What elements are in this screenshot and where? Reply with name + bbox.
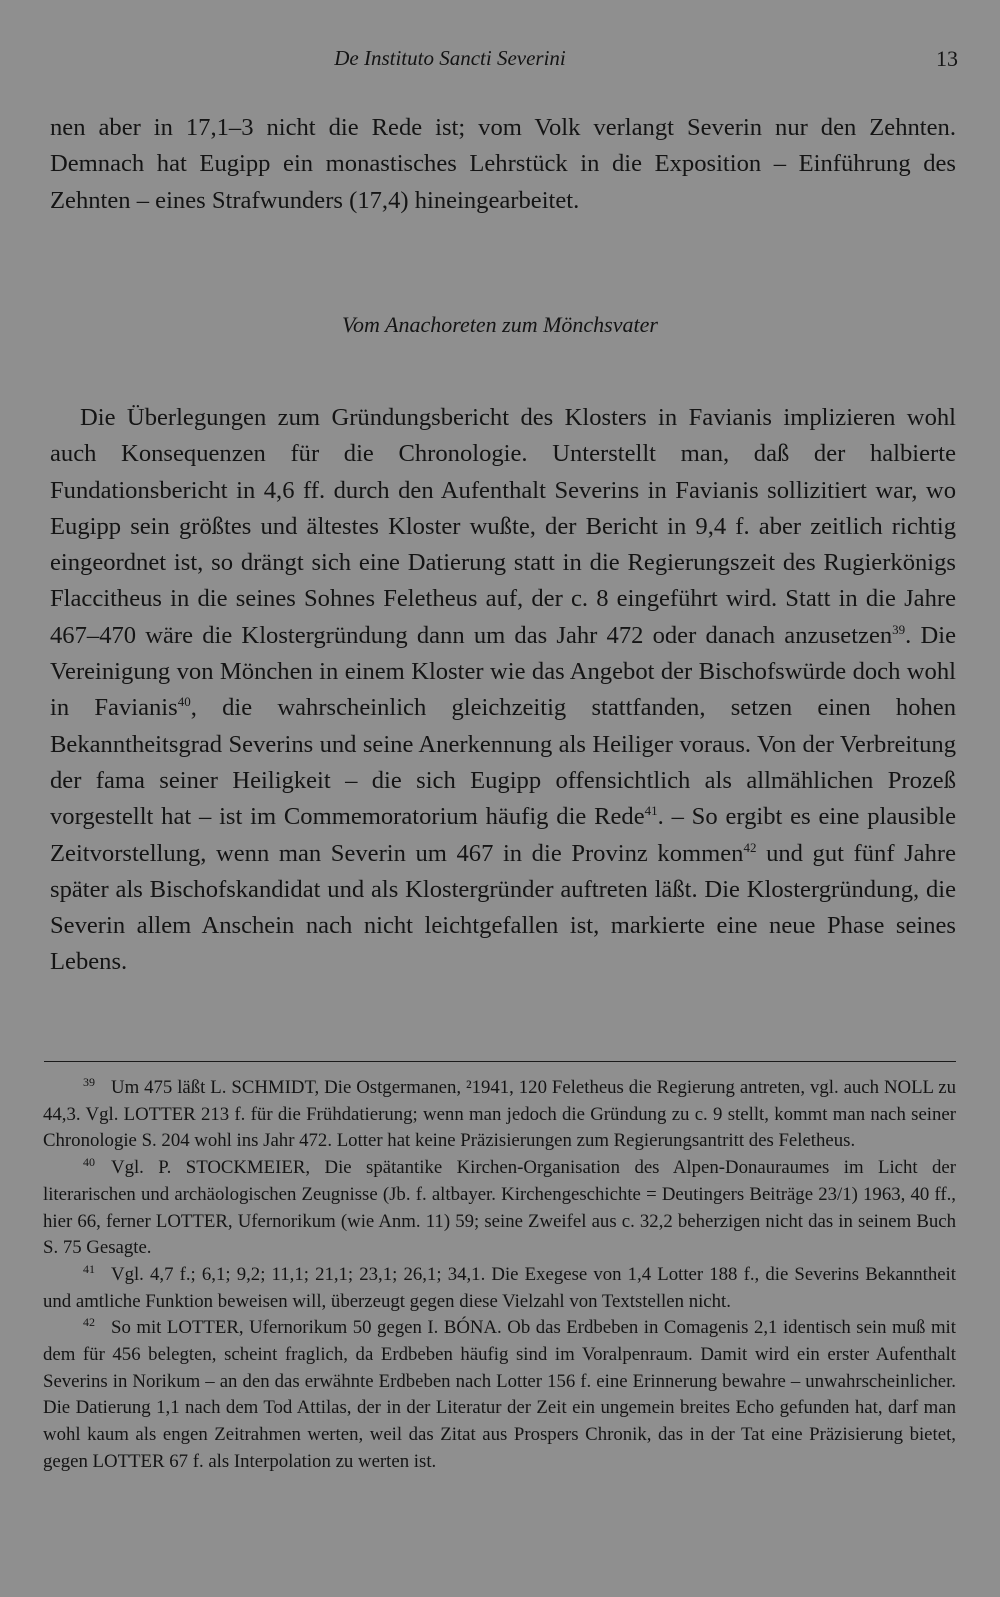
footnote-text: Vgl. 4,7 f.; 6,1; 9,2; 11,1; 21,1; 23,1; 26,1; 34,1. Die Exegese von 1,4 Lotter 188 f., die Severins Bekanntheit und amtliche Funktion beweisen will, überzeugt gegen diese Vielzahl von Textstellen nicht. (43, 1263, 956, 1312)
footnote-mark: 39 (83, 1075, 95, 1089)
main-text-part-2: . Die Vereinigung von Mönchen in einem Kloster wie das Angebot der Bischofswürde doch wohl in Favianis (50, 621, 957, 722)
intro-paragraph: nen aber in 17,1–3 nicht die Rede ist; vom Volk verlangt Severin nur den Zehnten. Demnach hat Eugipp ein monastisches Lehrstück in die Exposition – Einführung des Zehnten – eines Strafwunders (17,4) hineingearbeitet. (50, 114, 956, 214)
footnote-mark: 41 (83, 1261, 95, 1276)
main-text-part-3: , die wahrscheinlich gleichzeitig stattfanden, setzen einen hohen Bekanntheitsgrad Severins und seine Anerkennung als Heiliger voraus. Von der Verbreitung der fama seiner Heiligkeit – die sich Eugipp offensichtlich als allmählichen Prozeß vorgestellt hat – ist im Commemoratorium häufig die Rede (50, 694, 957, 831)
footnote-divider (44, 1061, 956, 1062)
main-text-part-4: . – So ergibt es eine plausible Zeitvorstellung, wenn man Severin um 467 in die Provinz kommen (50, 803, 956, 867)
footnote-text: Vgl. P. STOCKMEIER, Die spätantike Kirchen-Organisation des Alpen-Donauraumes im Licht der literarischen und archäologischen Zeugnisse (Jb. f. altbayer. Kirchengeschichte = Deutingers Beiträge 23/1) 1963, 40 ff., hier 66, ferner LOTTER, Ufernorikum (wie Anm. 11) 59; seine Zweifel aus c. 32,2 beherzigen nicht das in seinem Buch S. 75 Gesagte. (43, 1157, 956, 1259)
running-title: De Instituto Sancti Severini (334, 46, 566, 70)
main-text-part-5: und gut fünf Jahre später als Bischofskandidat und als Klostergründer auftreten läßt. Die Klostergründung, die Severin allem Anschein nach nicht leichtgefallen ist, markierte eine neue Phase seines Lebens. (50, 839, 956, 976)
footnote-mark: 42 (83, 1315, 95, 1330)
footnote-ref-42[interactable]: 42 (743, 839, 757, 855)
main-paragraph (50, 400, 956, 981)
footnote-text: So mit LOTTER, Ufernorikum 50 gegen I. BÓNA. Ob das Erdbeben in Comagenis 2,1 identisch sein muß mit dem für 456 belegten, scheint fraglich, da Erdbeben häufig sind im Voralpenraum. Damit wird ein erster Aufenthalt Severins in Norikum – an den das erwähnte Erdbeben nach Lotter 156 f. eine Erinnerung bewahre – unwahrscheinlicher. Die Datierung 1,1 nach dem Tod Attilas, der in der Literatur der Zeit ein ungemein breites Echo gefunden hat, darf man wohl kaum als engen Zeitrahmen werten, weil das Zitat aus Prospers Chronik, das in der Tat eine Präzisierung bietet, gegen LOTTER 67 f. als Interpolation zu werten ist. (43, 1317, 956, 1472)
footnote-ref-40[interactable]: 40 (177, 694, 191, 710)
footnote-mark: 40 (83, 1155, 95, 1170)
footnotes (43, 1075, 956, 1476)
footnote-42 (43, 1315, 956, 1475)
footnote-text: Um 475 läßt L. SCHMIDT, Die Ostgermanen, ²1941, 120 Feletheus die Regierung antreten, vgl. auch NOLL zu 44,3. Vgl. LOTTER 213 f. für die Frühdatierung; wenn man jedoch die Gründung zu c. 9 stellt, kommt man nach seiner Chronologie S. 204 wohl ins Jahr 472. Lotter hat keine Präzisierungen zum Regierungsantritt des Feletheus. (43, 1077, 956, 1152)
footnote-39 (43, 1075, 956, 1155)
running-header (0, 42, 1000, 76)
intro-paragraph-block (50, 110, 956, 219)
section-heading: Vom Anachoreten zum Mönchsvater (342, 312, 658, 337)
footnote-ref-39[interactable]: 39 (892, 621, 906, 637)
footnote-41 (43, 1262, 956, 1315)
page-number: 13 (936, 46, 958, 71)
footnote-ref-41[interactable]: 41 (644, 803, 658, 819)
main-text-part-1: Die Überlegungen zum Gründungsbericht des Klosters in Favianis implizieren wohl auch Konsequenzen für die Chronologie. Unterstellt man, daß der halbierte Fundationsbericht in 4,6 ff. durch den Aufenthalt Severins in Favianis sollizitiert war, wo Eugipp sein größtes und ältestes Kloster wußte, der Bericht in 9,4 f. aber zeitlich richtig eingeordnet ist, so drängt sich eine Datierung statt in die Regierungszeit des Rugierkönigs Flaccitheus in die seines Sohnes Feletheus auf, der c. 8 eingeführt wird. Statt in die Jahre 467–470 wäre die Klostergründung dann um das Jahr 472 oder danach anzusetzen (50, 404, 956, 649)
footnote-40 (43, 1155, 956, 1262)
main-paragraph-block (50, 400, 956, 981)
